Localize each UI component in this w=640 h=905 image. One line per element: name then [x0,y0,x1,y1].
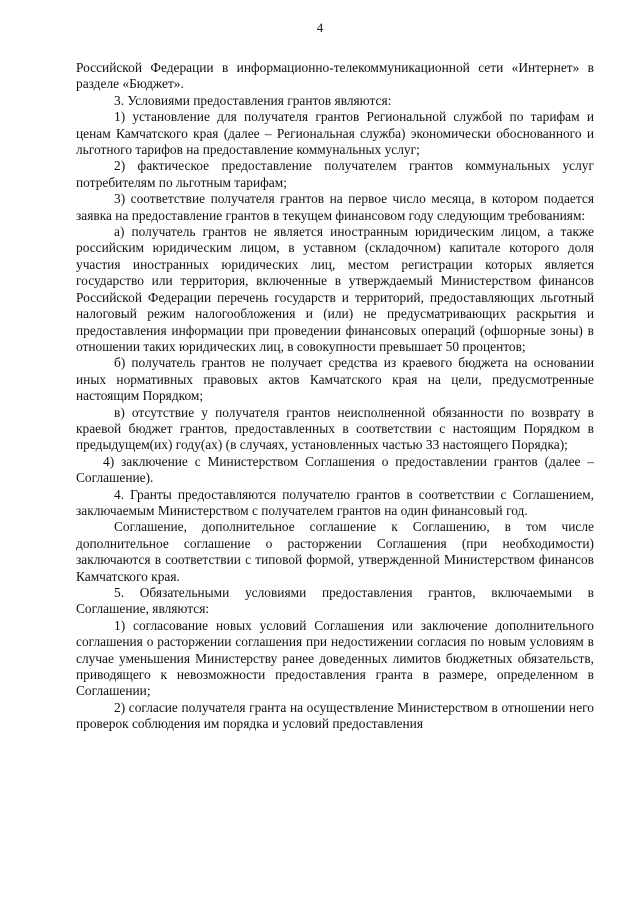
paragraph-condition-1: 1) установление для получателя грантов Региональной службой по тарифам и ценам Камчатского края (далее – Региональная служба) экономически обоснованного и льготного тарифов на предоставление коммунальных услуг; [76,109,594,158]
paragraph-section-5: 5. Обязательными условиями предоставления грантов, включаемыми в Соглашение, являются: [76,585,594,617]
paragraph-obligation-1: 1) согласование новых условий Соглашения или заключение дополнительного соглашения о расторжении соглашения при недостижении согласия по новым условиям в случае уменьшения Министерству ранее доведенных лимитов бюджетных обязательств, приводящего к невозможности предоставления гранта в размере, определенном в Соглашении; [76,617,594,699]
page-number: 4 [316,20,324,35]
paragraph-requirement-a: а) получатель грантов не является иностранным юридическим лицом, а также российским юридическим лицом, в уставном (складочном) капитале которого доля участия иностранных юридических лиц, местом регистрации которых является государство или территория, включенные в утверждаемый Министерством финансов Российской Федерации перечень государств и территорий, предоставляющих льготный налоговый режим налогообложения и (или) не предусматривающих раскрытия и предоставления информации при проведении финансовых операций (офшорные зоны) в отношении таких юридических лиц, в совокупности превышает 50 процентов; [76,224,594,354]
paragraph-budget-section: Российской Федерации в информационно-телекоммуникационной сети «Интернет» в разделе «Бюджет». [76,60,594,92]
paragraph-agreement-form: Соглашение, дополнительное соглашение к Соглашению, в том числе дополнительное соглашение о расторжении Соглашения (при необходимости) заключаются в соответствии с типовой формой, утвержденной Министерством финансов Камчатского края. [76,519,594,584]
paragraph-section-4: 4. Гранты предоставляются получателю грантов в соответствии с Соглашением, заключаемым Министерством с получателем грантов на один финансовый год. [76,486,594,518]
paragraph-condition-4: 4) заключение с Министерством Соглашения о предоставлении грантов (далее – Соглашение). [76,453,594,486]
document-body [76,60,594,733]
paragraph-requirement-b: б) получатель грантов не получает средства из краевого бюджета на основании иных нормативных правовых актов Камчатского края на цели, предусмотренные настоящим Порядком; [76,355,594,404]
paragraph-condition-3: 3) соответствие получателя грантов на первое число месяца, в котором подается заявка на предоставление грантов в текущем финансовом году следующим требованиям: [76,191,594,223]
paragraph-condition-2: 2) фактическое предоставление получателем грантов коммунальных услуг потребителям по льготным тарифам; [76,158,594,190]
paragraph-grant-conditions-heading: 3. Условиями предоставления грантов являются: [114,92,392,108]
paragraph-requirement-c: в) отсутствие у получателя грантов неисполненной обязанности по возврату в краевой бюджет грантов, предоставленных в соответствии с настоящим Порядком в предыдущем(их) году(ах) (в случаях, установленных частью 33 настоящего Порядка); [76,404,594,453]
paragraph-obligation-2: 2) согласие получателя гранта на осуществление Министерством в отношении него проверок соблюдения им порядка и условий предоставления [76,699,594,732]
